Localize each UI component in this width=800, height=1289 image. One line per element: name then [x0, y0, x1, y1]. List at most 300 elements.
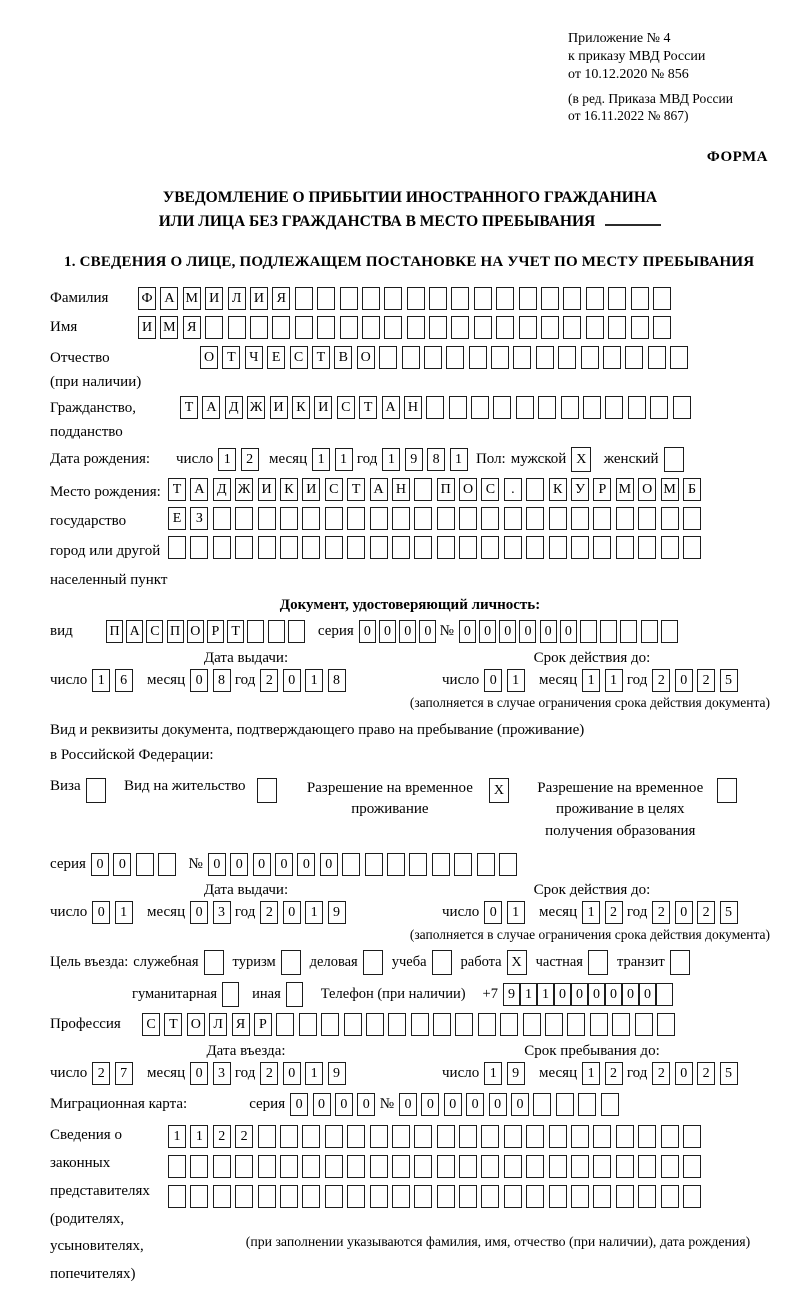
char-cell[interactable]	[280, 507, 298, 530]
char-cell[interactable]	[409, 853, 427, 876]
char-cell[interactable]: М	[160, 316, 178, 339]
char-cell[interactable]: Е	[267, 346, 285, 369]
char-cell[interactable]: А	[370, 478, 388, 501]
char-cell[interactable]	[650, 396, 668, 419]
char-cell[interactable]: 0	[421, 1093, 439, 1116]
char-cell[interactable]	[299, 1013, 317, 1036]
char-cell[interactable]: Т	[164, 1013, 182, 1036]
char-cell[interactable]	[586, 316, 604, 339]
char-cell[interactable]: С	[146, 620, 163, 643]
char-cell[interactable]	[661, 1125, 679, 1148]
char-cell[interactable]	[213, 536, 231, 559]
char-cell[interactable]: 9	[503, 983, 520, 1006]
char-cell[interactable]	[258, 1155, 276, 1178]
char-cell[interactable]: 0	[511, 1093, 529, 1116]
char-cell[interactable]: 0	[622, 983, 639, 1006]
char-cell[interactable]	[362, 316, 380, 339]
char-cell[interactable]: И	[205, 287, 223, 310]
char-cell[interactable]	[504, 1185, 522, 1208]
char-cell[interactable]	[347, 1185, 365, 1208]
char-cell[interactable]	[683, 1155, 701, 1178]
char-cell[interactable]: Я	[272, 287, 290, 310]
char-cell[interactable]	[567, 1013, 585, 1036]
char-cell[interactable]: 0	[275, 853, 293, 876]
char-cell[interactable]: 0	[419, 620, 436, 643]
char-cell[interactable]	[661, 536, 679, 559]
char-cell[interactable]	[388, 1013, 406, 1036]
char-cell[interactable]: У	[571, 478, 589, 501]
char-cell[interactable]	[469, 346, 487, 369]
purpose-work-checkbox[interactable]: X	[507, 950, 527, 975]
char-cell[interactable]: 0	[320, 853, 338, 876]
char-cell[interactable]	[228, 316, 246, 339]
char-cell[interactable]	[362, 287, 380, 310]
char-cell[interactable]	[414, 507, 432, 530]
char-cell[interactable]: 2	[213, 1125, 231, 1148]
char-cell[interactable]: И	[258, 478, 276, 501]
char-cell[interactable]	[168, 536, 186, 559]
char-cell[interactable]	[683, 1185, 701, 1208]
char-cell[interactable]: 0	[519, 620, 536, 643]
char-cell[interactable]: Л	[209, 1013, 227, 1036]
char-cell[interactable]	[549, 1125, 567, 1148]
purpose-other-checkbox[interactable]	[286, 982, 303, 1007]
char-cell[interactable]	[496, 316, 514, 339]
char-cell[interactable]	[641, 620, 658, 643]
char-cell[interactable]	[258, 536, 276, 559]
char-cell[interactable]	[583, 396, 601, 419]
char-cell[interactable]	[541, 316, 559, 339]
visa-checkbox[interactable]	[86, 778, 106, 803]
char-cell[interactable]	[504, 1125, 522, 1148]
char-cell[interactable]	[414, 536, 432, 559]
char-cell[interactable]	[631, 316, 649, 339]
char-cell[interactable]: К	[280, 478, 298, 501]
char-cell[interactable]	[545, 1013, 563, 1036]
char-cell[interactable]	[325, 1155, 343, 1178]
char-cell[interactable]: И	[270, 396, 288, 419]
char-cell[interactable]	[563, 287, 581, 310]
char-cell[interactable]: Т	[347, 478, 365, 501]
char-cell[interactable]: 2	[260, 669, 278, 692]
char-cell[interactable]: 0	[675, 901, 693, 924]
char-cell[interactable]: Т	[168, 478, 186, 501]
char-cell[interactable]	[625, 346, 643, 369]
char-cell[interactable]	[446, 346, 464, 369]
char-cell[interactable]	[258, 507, 276, 530]
char-cell[interactable]: 0	[484, 669, 502, 692]
char-cell[interactable]	[347, 536, 365, 559]
char-cell[interactable]: 0	[675, 669, 693, 692]
char-cell[interactable]	[459, 1125, 477, 1148]
char-cell[interactable]: 2	[605, 1062, 623, 1085]
char-cell[interactable]: 5	[720, 901, 738, 924]
char-cell[interactable]	[536, 346, 554, 369]
residence-permit-checkbox[interactable]	[257, 778, 277, 803]
char-cell[interactable]	[493, 396, 511, 419]
char-cell[interactable]	[407, 287, 425, 310]
char-cell[interactable]	[500, 1013, 518, 1036]
char-cell[interactable]: 2	[241, 448, 259, 471]
char-cell[interactable]: 0	[540, 620, 557, 643]
char-cell[interactable]	[454, 853, 472, 876]
char-cell[interactable]	[593, 1155, 611, 1178]
char-cell[interactable]	[491, 346, 509, 369]
char-cell[interactable]	[571, 536, 589, 559]
char-cell[interactable]	[424, 346, 442, 369]
char-cell[interactable]	[370, 1155, 388, 1178]
char-cell[interactable]: 0	[571, 983, 588, 1006]
char-cell[interactable]	[168, 1155, 186, 1178]
char-cell[interactable]	[608, 316, 626, 339]
char-cell[interactable]	[272, 316, 290, 339]
char-cell[interactable]	[295, 287, 313, 310]
char-cell[interactable]	[670, 346, 688, 369]
char-cell[interactable]: 0	[444, 1093, 462, 1116]
char-cell[interactable]	[571, 1125, 589, 1148]
char-cell[interactable]	[516, 396, 534, 419]
char-cell[interactable]: 2	[605, 901, 623, 924]
char-cell[interactable]: 0	[399, 620, 416, 643]
char-cell[interactable]	[449, 396, 467, 419]
char-cell[interactable]	[673, 396, 691, 419]
char-cell[interactable]: 1	[168, 1125, 186, 1148]
char-cell[interactable]	[471, 396, 489, 419]
char-cell[interactable]: 0	[208, 853, 226, 876]
char-cell[interactable]	[549, 507, 567, 530]
char-cell[interactable]	[620, 620, 637, 643]
char-cell[interactable]: 1	[335, 448, 353, 471]
char-cell[interactable]	[370, 536, 388, 559]
char-cell[interactable]	[612, 1013, 630, 1036]
char-cell[interactable]: 0	[283, 1062, 301, 1085]
char-cell[interactable]: Д	[225, 396, 243, 419]
char-cell[interactable]	[429, 287, 447, 310]
char-cell[interactable]	[616, 536, 634, 559]
char-cell[interactable]: С	[325, 478, 343, 501]
char-cell[interactable]	[258, 1185, 276, 1208]
char-cell[interactable]	[250, 316, 268, 339]
char-cell[interactable]: О	[187, 1013, 205, 1036]
char-cell[interactable]	[414, 1125, 432, 1148]
char-cell[interactable]	[558, 346, 576, 369]
char-cell[interactable]	[616, 507, 634, 530]
char-cell[interactable]	[325, 1125, 343, 1148]
char-cell[interactable]: 0	[359, 620, 376, 643]
char-cell[interactable]	[136, 853, 154, 876]
char-cell[interactable]: П	[106, 620, 123, 643]
char-cell[interactable]	[638, 1155, 656, 1178]
char-cell[interactable]	[638, 1125, 656, 1148]
char-cell[interactable]	[384, 316, 402, 339]
char-cell[interactable]	[578, 1093, 596, 1116]
char-cell[interactable]	[213, 1185, 231, 1208]
char-cell[interactable]: 1	[507, 901, 525, 924]
char-cell[interactable]: 1	[305, 669, 323, 692]
char-cell[interactable]	[593, 1125, 611, 1148]
char-cell[interactable]	[603, 346, 621, 369]
char-cell[interactable]	[235, 1155, 253, 1178]
char-cell[interactable]: 9	[328, 1062, 346, 1085]
char-cell[interactable]: Р	[207, 620, 224, 643]
purpose-humanitarian-checkbox[interactable]	[222, 982, 239, 1007]
char-cell[interactable]	[437, 1185, 455, 1208]
char-cell[interactable]	[407, 316, 425, 339]
char-cell[interactable]	[280, 1185, 298, 1208]
char-cell[interactable]: В	[334, 346, 352, 369]
char-cell[interactable]	[459, 1185, 477, 1208]
char-cell[interactable]	[392, 507, 410, 530]
char-cell[interactable]	[499, 853, 517, 876]
char-cell[interactable]: 0	[190, 901, 208, 924]
char-cell[interactable]	[526, 478, 544, 501]
char-cell[interactable]	[526, 536, 544, 559]
char-cell[interactable]	[347, 1125, 365, 1148]
char-cell[interactable]	[317, 316, 335, 339]
char-cell[interactable]: 1	[450, 448, 468, 471]
char-cell[interactable]: 0	[190, 669, 208, 692]
char-cell[interactable]: К	[549, 478, 567, 501]
char-cell[interactable]	[429, 316, 447, 339]
char-cell[interactable]	[526, 1125, 544, 1148]
char-cell[interactable]	[280, 1125, 298, 1148]
char-cell[interactable]: 1	[507, 669, 525, 692]
char-cell[interactable]: 1	[582, 669, 600, 692]
char-cell[interactable]: 1	[484, 1062, 502, 1085]
char-cell[interactable]: 1	[520, 983, 537, 1006]
char-cell[interactable]	[504, 536, 522, 559]
char-cell[interactable]	[590, 1013, 608, 1036]
char-cell[interactable]	[571, 1185, 589, 1208]
char-cell[interactable]: 2	[260, 1062, 278, 1085]
char-cell[interactable]	[344, 1013, 362, 1036]
char-cell[interactable]	[519, 287, 537, 310]
char-cell[interactable]: А	[160, 287, 178, 310]
char-cell[interactable]	[653, 316, 671, 339]
char-cell[interactable]	[451, 316, 469, 339]
char-cell[interactable]: 3	[213, 1062, 231, 1085]
char-cell[interactable]: М	[616, 478, 634, 501]
char-cell[interactable]	[481, 1155, 499, 1178]
char-cell[interactable]: Ж	[247, 396, 265, 419]
char-cell[interactable]	[437, 1155, 455, 1178]
char-cell[interactable]	[370, 507, 388, 530]
purpose-tourism-checkbox[interactable]	[281, 950, 301, 975]
char-cell[interactable]: П	[437, 478, 455, 501]
char-cell[interactable]	[635, 1013, 653, 1036]
char-cell[interactable]: 9	[405, 448, 423, 471]
char-cell[interactable]: 1	[92, 669, 110, 692]
char-cell[interactable]: 8	[427, 448, 445, 471]
char-cell[interactable]: 2	[652, 1062, 670, 1085]
char-cell[interactable]	[302, 1125, 320, 1148]
char-cell[interactable]: Д	[213, 478, 231, 501]
char-cell[interactable]	[474, 287, 492, 310]
char-cell[interactable]: Н	[404, 396, 422, 419]
char-cell[interactable]: 0	[91, 853, 109, 876]
char-cell[interactable]	[317, 287, 335, 310]
char-cell[interactable]: А	[126, 620, 143, 643]
temp-permit-checkbox[interactable]: X	[489, 778, 509, 803]
char-cell[interactable]: 1	[115, 901, 133, 924]
char-cell[interactable]: 0	[499, 620, 516, 643]
char-cell[interactable]: 1	[582, 1062, 600, 1085]
char-cell[interactable]	[616, 1155, 634, 1178]
char-cell[interactable]: 0	[283, 901, 301, 924]
purpose-study-checkbox[interactable]	[432, 950, 452, 975]
char-cell[interactable]: 1	[605, 669, 623, 692]
char-cell[interactable]	[538, 396, 556, 419]
char-cell[interactable]: З	[190, 507, 208, 530]
char-cell[interactable]	[549, 1155, 567, 1178]
char-cell[interactable]: 0	[639, 983, 656, 1006]
char-cell[interactable]: Ф	[138, 287, 156, 310]
char-cell[interactable]	[302, 507, 320, 530]
char-cell[interactable]	[605, 396, 623, 419]
char-cell[interactable]: 0	[605, 983, 622, 1006]
char-cell[interactable]: О	[638, 478, 656, 501]
char-cell[interactable]	[295, 316, 313, 339]
char-cell[interactable]	[478, 1013, 496, 1036]
char-cell[interactable]: А	[190, 478, 208, 501]
char-cell[interactable]: Ж	[235, 478, 253, 501]
char-cell[interactable]: Р	[593, 478, 611, 501]
char-cell[interactable]	[365, 853, 383, 876]
char-cell[interactable]	[340, 287, 358, 310]
char-cell[interactable]	[586, 287, 604, 310]
char-cell[interactable]: Т	[180, 396, 198, 419]
char-cell[interactable]: 8	[328, 669, 346, 692]
char-cell[interactable]	[631, 287, 649, 310]
char-cell[interactable]: А	[382, 396, 400, 419]
char-cell[interactable]	[402, 346, 420, 369]
char-cell[interactable]: 0	[335, 1093, 353, 1116]
char-cell[interactable]	[433, 1013, 451, 1036]
char-cell[interactable]	[247, 620, 264, 643]
char-cell[interactable]	[653, 287, 671, 310]
char-cell[interactable]	[656, 983, 673, 1006]
char-cell[interactable]: 0	[92, 901, 110, 924]
char-cell[interactable]	[190, 1155, 208, 1178]
char-cell[interactable]	[280, 1155, 298, 1178]
char-cell[interactable]: 0	[230, 853, 248, 876]
char-cell[interactable]	[437, 1125, 455, 1148]
char-cell[interactable]	[638, 507, 656, 530]
char-cell[interactable]	[347, 507, 365, 530]
char-cell[interactable]	[541, 287, 559, 310]
char-cell[interactable]: Т	[359, 396, 377, 419]
char-cell[interactable]: 1	[190, 1125, 208, 1148]
char-cell[interactable]	[661, 620, 678, 643]
char-cell[interactable]: 8	[213, 669, 231, 692]
char-cell[interactable]: 0	[190, 1062, 208, 1085]
char-cell[interactable]: 9	[328, 901, 346, 924]
char-cell[interactable]	[628, 396, 646, 419]
edu-permit-checkbox[interactable]	[717, 778, 737, 803]
char-cell[interactable]: 5	[720, 1062, 738, 1085]
char-cell[interactable]	[561, 396, 579, 419]
char-cell[interactable]	[474, 316, 492, 339]
char-cell[interactable]: 1	[218, 448, 236, 471]
char-cell[interactable]: 0	[379, 620, 396, 643]
char-cell[interactable]	[563, 316, 581, 339]
char-cell[interactable]	[414, 1155, 432, 1178]
char-cell[interactable]	[481, 1185, 499, 1208]
char-cell[interactable]	[519, 316, 537, 339]
char-cell[interactable]	[580, 620, 597, 643]
char-cell[interactable]: О	[200, 346, 218, 369]
purpose-official-checkbox[interactable]	[204, 950, 224, 975]
char-cell[interactable]	[370, 1125, 388, 1148]
char-cell[interactable]	[523, 1013, 541, 1036]
char-cell[interactable]: 1	[305, 1062, 323, 1085]
char-cell[interactable]	[414, 1185, 432, 1208]
char-cell[interactable]: Е	[168, 507, 186, 530]
char-cell[interactable]: Т	[222, 346, 240, 369]
char-cell[interactable]: 0	[399, 1093, 417, 1116]
char-cell[interactable]	[459, 536, 477, 559]
char-cell[interactable]	[437, 536, 455, 559]
char-cell[interactable]: Ч	[245, 346, 263, 369]
char-cell[interactable]: 2	[92, 1062, 110, 1085]
char-cell[interactable]: С	[142, 1013, 160, 1036]
char-cell[interactable]: 0	[484, 901, 502, 924]
purpose-private-checkbox[interactable]	[588, 950, 608, 975]
char-cell[interactable]: И	[138, 316, 156, 339]
char-cell[interactable]: А	[202, 396, 220, 419]
char-cell[interactable]	[235, 1185, 253, 1208]
char-cell[interactable]	[657, 1013, 675, 1036]
char-cell[interactable]: 2	[697, 901, 715, 924]
char-cell[interactable]	[526, 1185, 544, 1208]
char-cell[interactable]	[600, 620, 617, 643]
char-cell[interactable]: С	[337, 396, 355, 419]
char-cell[interactable]: 7	[115, 1062, 133, 1085]
char-cell[interactable]	[549, 536, 567, 559]
char-cell[interactable]	[302, 1155, 320, 1178]
char-cell[interactable]	[414, 478, 432, 501]
char-cell[interactable]: 5	[720, 669, 738, 692]
char-cell[interactable]: Р	[254, 1013, 272, 1036]
char-cell[interactable]	[190, 1185, 208, 1208]
char-cell[interactable]	[571, 1155, 589, 1178]
char-cell[interactable]	[370, 1185, 388, 1208]
char-cell[interactable]	[504, 507, 522, 530]
char-cell[interactable]	[593, 1185, 611, 1208]
char-cell[interactable]	[481, 1125, 499, 1148]
char-cell[interactable]	[268, 620, 285, 643]
char-cell[interactable]	[661, 1185, 679, 1208]
char-cell[interactable]	[392, 536, 410, 559]
char-cell[interactable]	[258, 1125, 276, 1148]
char-cell[interactable]	[379, 346, 397, 369]
char-cell[interactable]: 0	[479, 620, 496, 643]
char-cell[interactable]	[477, 853, 495, 876]
char-cell[interactable]	[451, 287, 469, 310]
char-cell[interactable]	[571, 507, 589, 530]
char-cell[interactable]: 3	[213, 901, 231, 924]
char-cell[interactable]: 0	[113, 853, 131, 876]
char-cell[interactable]	[533, 1093, 551, 1116]
char-cell[interactable]: 1	[582, 901, 600, 924]
char-cell[interactable]	[661, 1155, 679, 1178]
char-cell[interactable]	[437, 507, 455, 530]
char-cell[interactable]	[347, 1155, 365, 1178]
char-cell[interactable]	[366, 1013, 384, 1036]
char-cell[interactable]: 2	[235, 1125, 253, 1148]
char-cell[interactable]: 2	[652, 669, 670, 692]
char-cell[interactable]	[411, 1013, 429, 1036]
